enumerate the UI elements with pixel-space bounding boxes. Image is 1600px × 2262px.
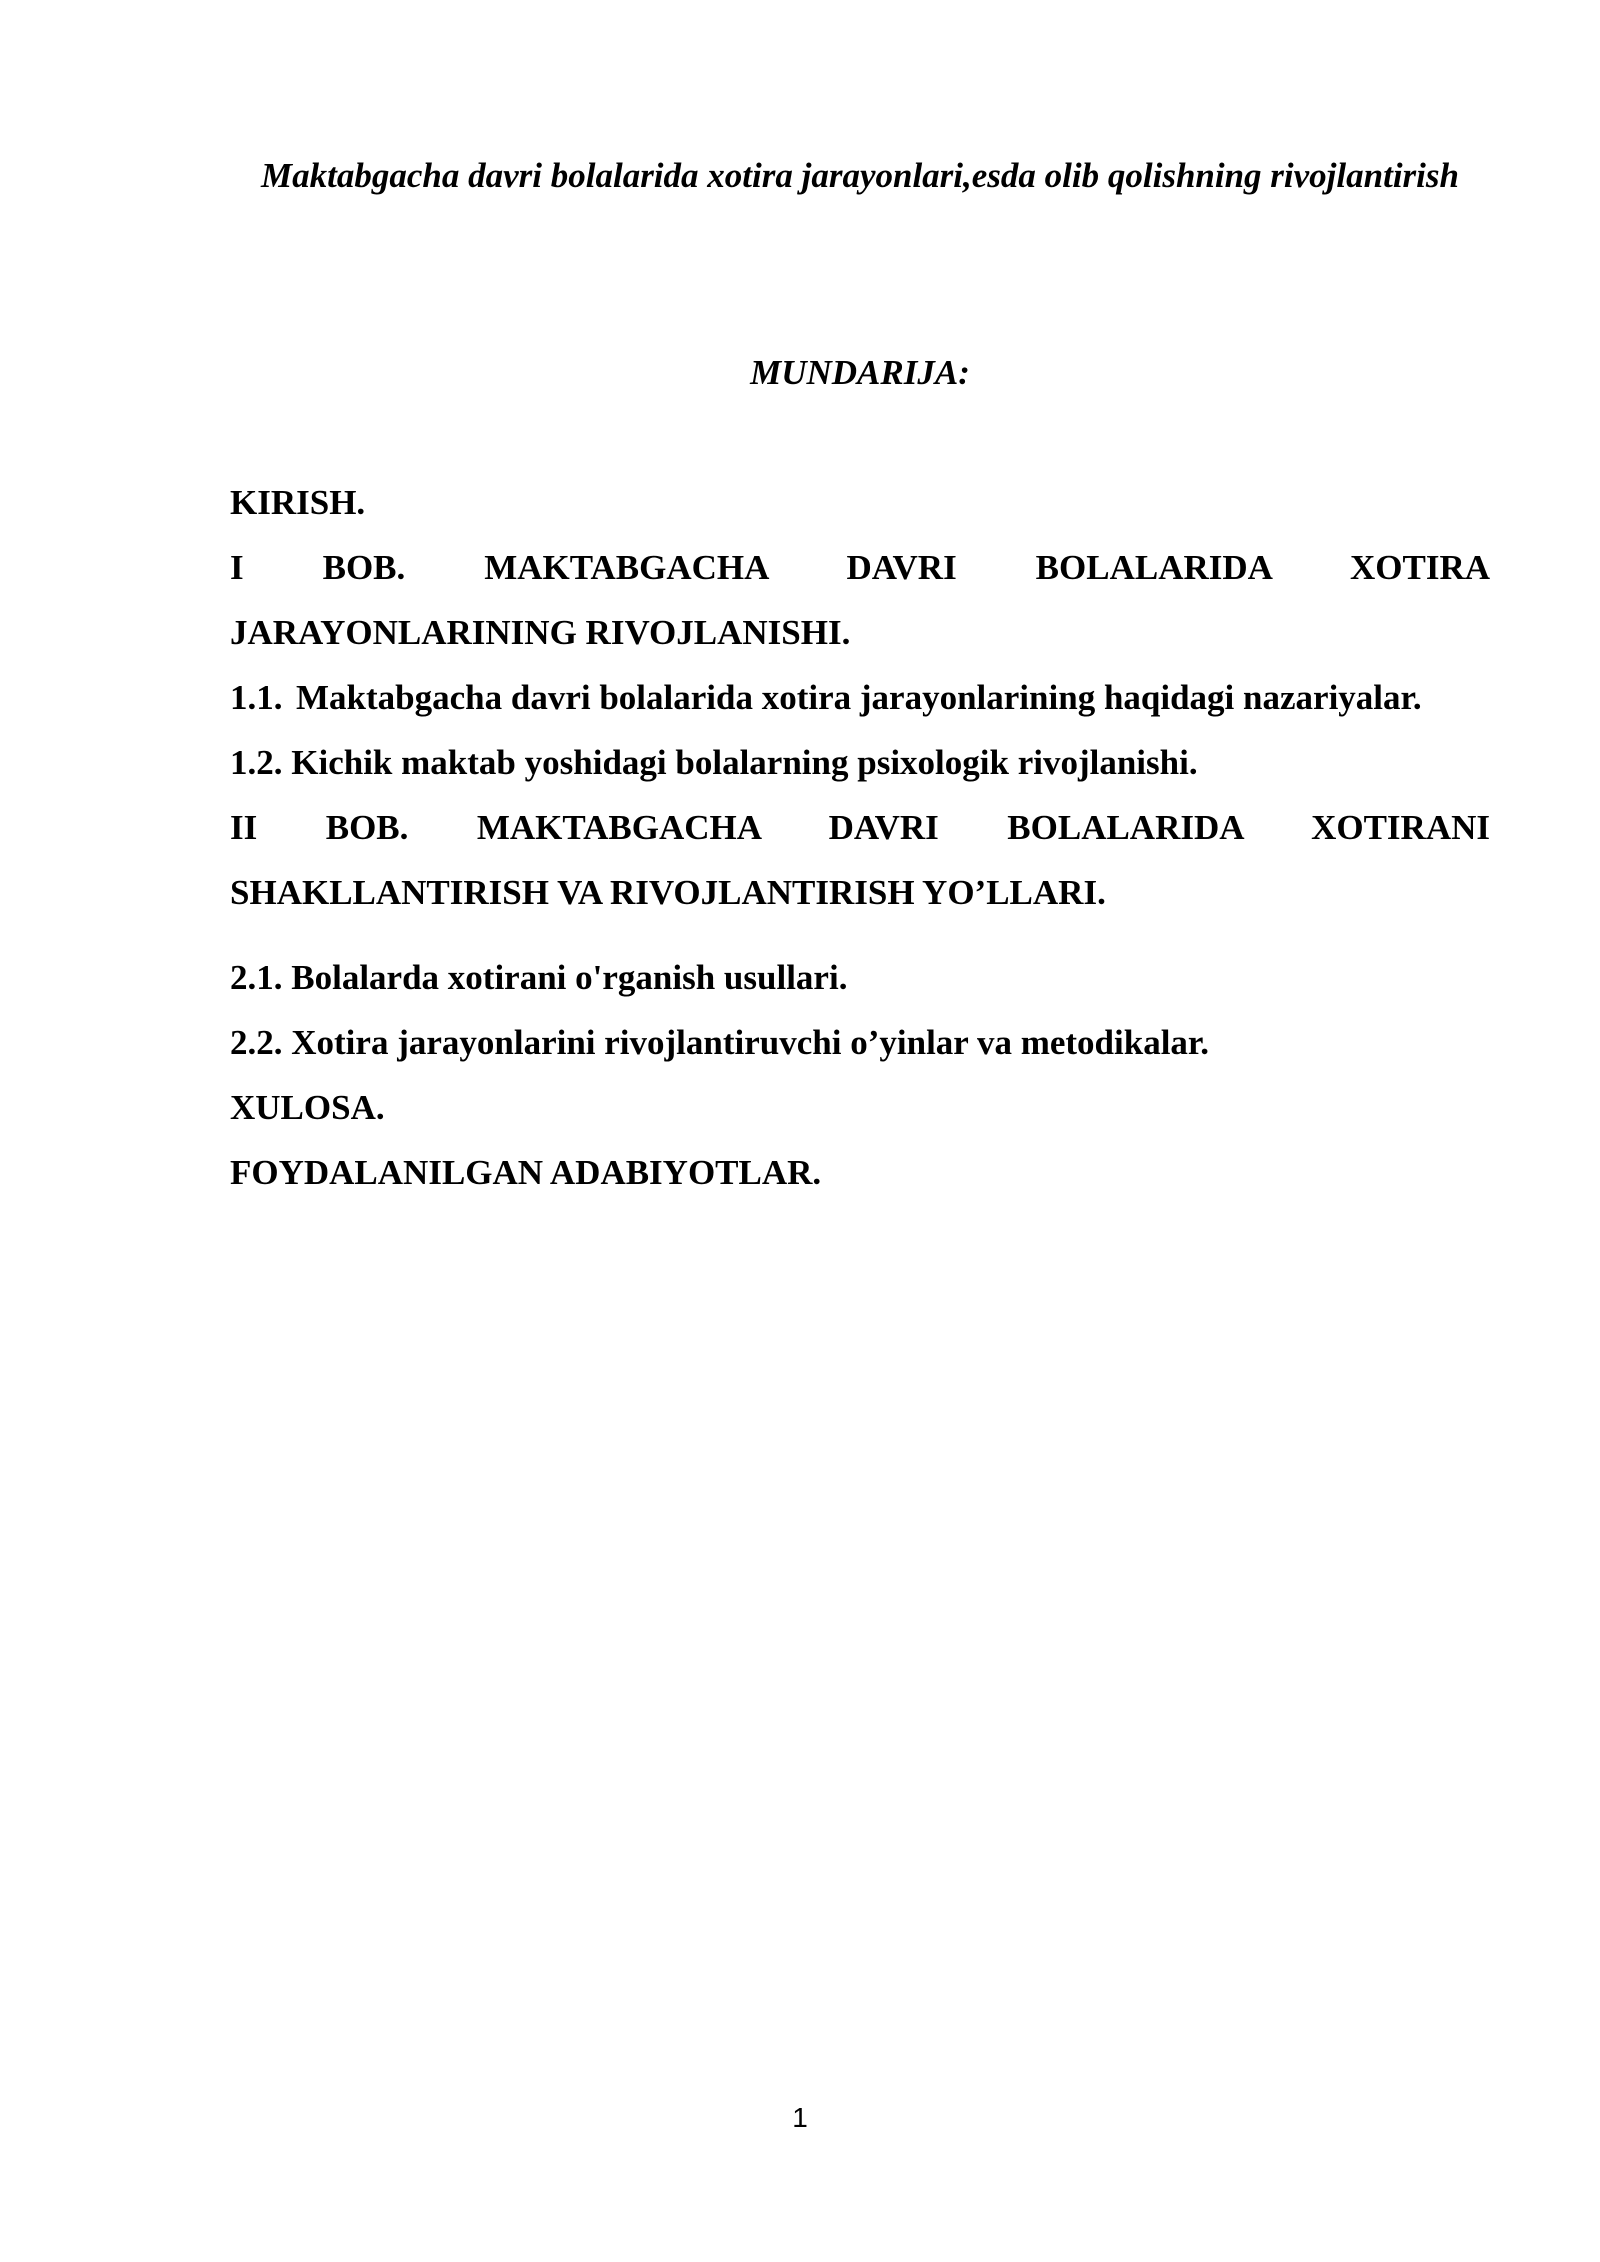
contents-heading: MUNDARIJA: — [750, 353, 970, 392]
toc-item-text: Maktabgacha davri bolalarida xotira jarayonlarining haqidagi nazariyalar. — [296, 678, 1422, 717]
toc-item-chapter-1: I BOB. MAKTABGACHA DAVRI BOLALARIDA XOTIRA JARAYONLARINING RIVOJLANISHI. — [230, 548, 1490, 652]
document-title: Maktabgacha davri bolalarida xotira jarayonlari,esda olib qolishning rivojlantirish — [261, 156, 1459, 195]
toc-item-section-2-2: 2.2. Xotira jarayonlarini rivojlantiruvchi o’yinlar va metodikalar. — [230, 1023, 1209, 1062]
toc-item-section-1-2: 1.2. Kichik maktab yoshidagi bolalarning psixologik rivojlanishi. — [230, 743, 1198, 782]
toc-item-adabiyotlar: FOYDALANILGAN ADABIYOTLAR. — [230, 1153, 822, 1192]
page-number: 1 — [792, 2102, 808, 2133]
table-of-contents — [230, 470, 1490, 1205]
toc-item-section-2-1: 2.1. Bolalarda xotirani o'rganish usullari. — [230, 958, 848, 997]
toc-item-kirish: KIRISH. — [230, 483, 366, 522]
toc-item-section-1-1 — [230, 665, 1490, 730]
toc-item-xulosa: XULOSA. — [230, 1088, 385, 1127]
toc-item-number: 1.1. — [230, 678, 283, 717]
toc-item-chapter-2: II BOB. MAKTABGACHA DAVRI BOLALARIDA XOTIRANI SHAKLLANTIRISH VA RIVOJLANTIRISH YO’LLARI. — [230, 808, 1490, 912]
